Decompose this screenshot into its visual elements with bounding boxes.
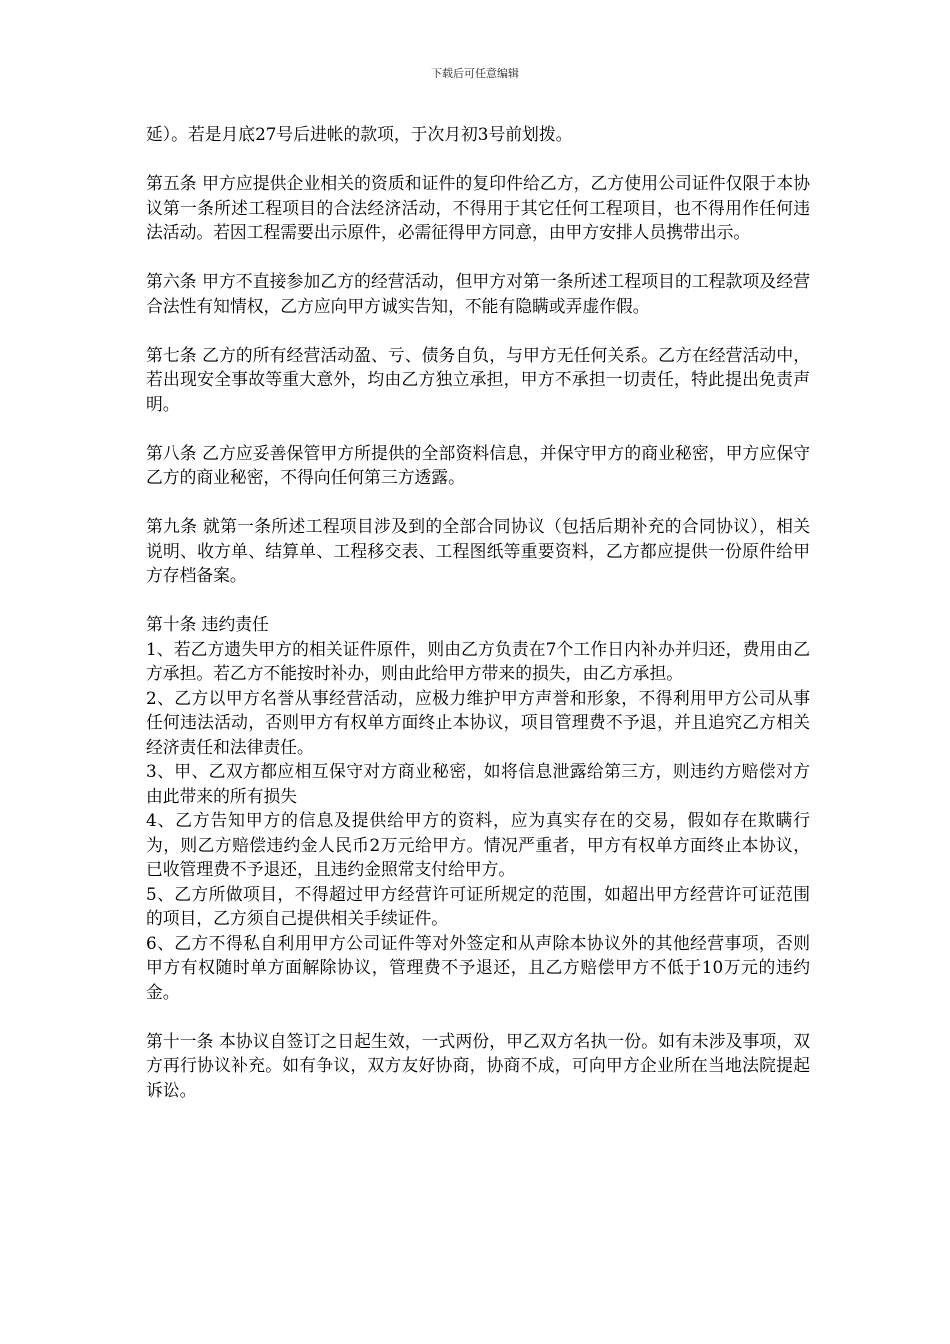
paragraph-gap (146, 416, 810, 441)
paragraph-gap (146, 490, 810, 515)
article-10-title: 第十条 违约责任 (146, 614, 269, 634)
paragraph-gap (146, 147, 810, 172)
article-9: 第九条 就第一条所述工程项目涉及到的全部合同协议（包括后期补充的合同协议），相关说明、收方单、结算单、工程移交表、工程图纸等重要资料，乙方都应提供一份原件给甲方存档备案。 (146, 516, 810, 585)
article-10-item-4: 4、乙方告知甲方的信息及提供给甲方的资料，应为真实存在的交易，假如存在欺瞒行为，则乙方赔偿违约金人民币2万元给甲方。情况严重者，甲方有权单方面终止本协议，已收管理费不予退还，且违约金照常支付给甲方。 (146, 810, 810, 879)
paragraph-continuation: 延）。若是月底27号后进帐的款项，于次月初3号前划拨。 (146, 124, 573, 144)
document-body (146, 122, 810, 1102)
article-11: 第十一条 本协议自签订之日起生效，一式两份，甲乙双方名执一份。如有未涉及事项，双方再行协议补充。如有争议，双方友好协商，协商不成，可向甲方企业所在当地法院提起诉讼。 (146, 1030, 810, 1100)
article-10-item-1: 1、若乙方遗失甲方的相关证件原件，则由乙方负责在7个工作日内补办并归还，费用由乙方承担。若乙方不能按时补办，则由此给甲方带来的损失，由乙方承担。 (146, 638, 810, 683)
paragraph-gap (146, 1004, 810, 1029)
article-5: 第五条 甲方应提供企业相关的资质和证件的复印件给乙方，乙方使用公司证件仅限于本协议第一条所述工程项目的合法经济活动，不得用于其它任何工程项目，也不得用作任何违法活动。若因工程需要出示原件，必需征得甲方同意，由甲方安排人员携带出示。 (146, 173, 810, 242)
article-10-item-6: 6、乙方不得私自利用甲方公司证件等对外签定和从声除本协议外的其他经营事项，否则甲方有权随时单方面解除协议，管理费不予退还，且乙方赔偿甲方不低于10万元的违约金。 (146, 932, 810, 1002)
article-7: 第七条 乙方的所有经营活动盈、亏、债务自负，与甲方无任何关系。乙方在经营活动中，若出现安全事故等重大意外，均由乙方独立承担，甲方不承担一切责任，特此提出免责声明。 (146, 344, 810, 414)
article-10-item-2: 2、乙方以甲方名誉从事经营活动，应极力维护甲方声誉和形象，不得利用甲方公司从事任何违法活动，否则甲方有权单方面终止本协议，项目管理费不予退，并且追究乙方相关经济责任和法律责任。 (146, 687, 810, 757)
article-10-item-3: 3、甲、乙双方都应相互保守对方商业秘密，如将信息泄露给第三方，则违约方赔偿对方由此带来的所有损失 (146, 761, 810, 806)
paragraph-gap (146, 318, 810, 343)
article-6: 第六条 甲方不直接参加乙方的经营活动，但甲方对第一条所述工程项目的工程款项及经营合法性有知情权，乙方应向甲方诚实告知，不能有隐瞒或弄虚作假。 (146, 271, 810, 316)
article-10-item-5: 5、乙方所做项目，不得超过甲方经营许可证所规定的范围，如超出甲方经营许可证范围的项目，乙方须自己提供相关手续证件。 (146, 883, 810, 928)
paragraph-gap (146, 245, 810, 270)
article-8: 第八条 乙方应妥善保管甲方所提供的全部资料信息，并保守甲方的商业秘密，甲方应保守乙方的商业秘密，不得向任何第三方透露。 (146, 442, 810, 487)
page-header: 下载后可任意编辑 (431, 67, 519, 80)
paragraph-gap (146, 588, 810, 613)
